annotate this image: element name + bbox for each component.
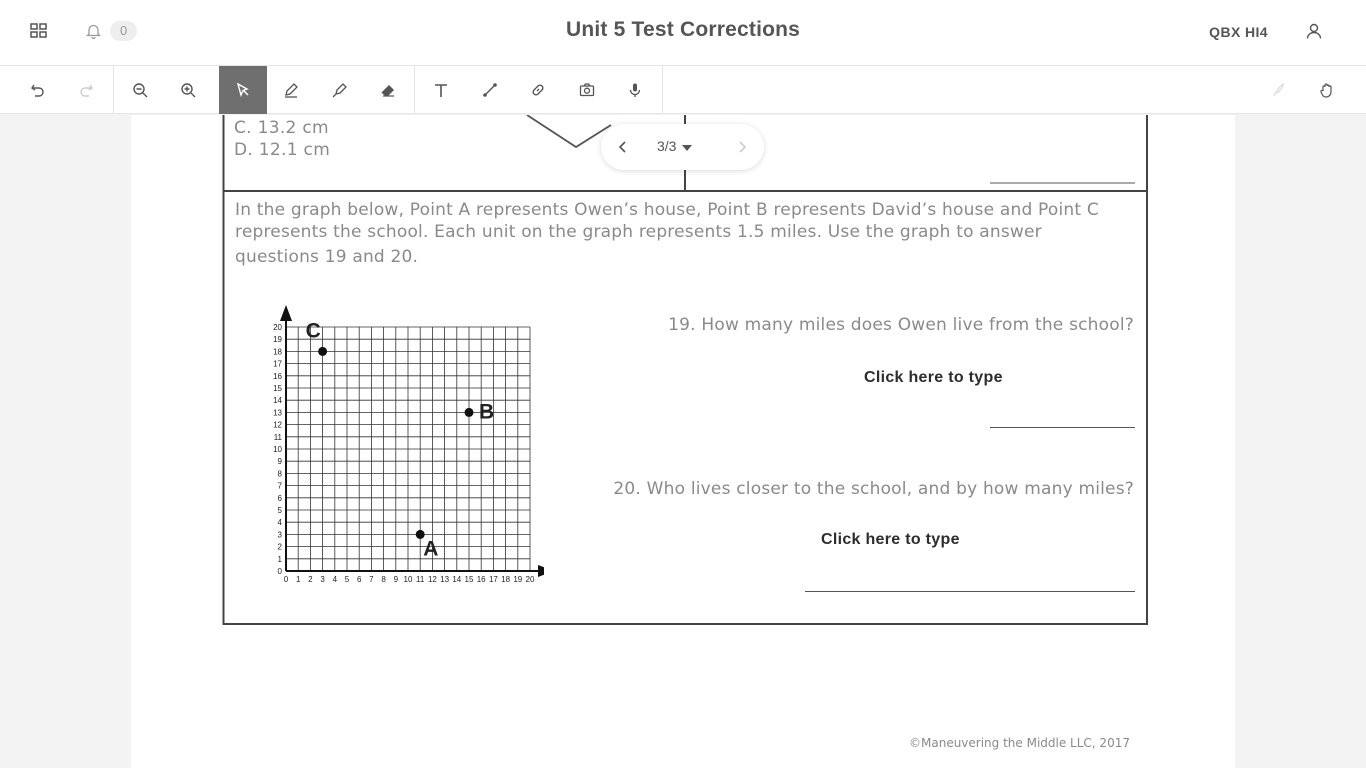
caret-down-icon (682, 138, 692, 154)
q20-answer-input[interactable]: Click here to type (821, 531, 960, 548)
redo-icon[interactable] (62, 66, 110, 114)
point-c (318, 347, 327, 356)
y-tick-label: 17 (273, 359, 282, 369)
x-tick-label: 19 (513, 575, 523, 584)
y-tick-label: 0 (277, 567, 282, 576)
x-tick-label: 18 (501, 575, 511, 584)
x-tick-label: 17 (488, 575, 498, 584)
x-tick-label: 8 (381, 575, 386, 584)
camera-tool-icon[interactable] (563, 66, 611, 114)
app-header (0, 0, 1366, 66)
point-b (465, 408, 474, 417)
pen-style-icon[interactable] (1255, 66, 1303, 114)
y-tick-label: 8 (277, 469, 282, 479)
toolbar-divider (662, 66, 663, 114)
page-select-dropdown[interactable] (657, 138, 692, 154)
worksheet-page[interactable] (131, 115, 1235, 768)
question-prompt-line-3: questions 19 and 20. (235, 247, 419, 267)
coordinate-graph (244, 298, 544, 588)
line-tool-icon[interactable] (466, 66, 514, 114)
y-tick-label: 18 (273, 347, 282, 357)
highlighter-tool-icon[interactable] (316, 66, 364, 114)
question-prompt-line-1: In the graph below, Point A represents Owen’s house, Point B represents David’s house and Point C (235, 200, 1099, 220)
x-tick-label: 15 (464, 575, 474, 584)
q19-answer-input[interactable]: Click here to type (864, 369, 1003, 386)
y-tick-label: 4 (277, 518, 282, 528)
x-tick-label: 1 (295, 575, 301, 584)
undo-icon[interactable] (14, 66, 62, 114)
pen-tool-icon[interactable] (267, 66, 315, 114)
zoom-out-icon[interactable] (116, 66, 164, 114)
question-prompt-line-2: represents the school. Each unit on the graph represents 1.5 miles. Use the graph to answer (235, 222, 1042, 242)
x-tick-label: 14 (452, 575, 462, 584)
x-tick-label: 20 (525, 575, 535, 584)
apps-grid-icon[interactable] (28, 20, 50, 42)
toolbar-divider (414, 66, 415, 114)
x-tick-label: 0 (283, 575, 289, 584)
link-tool-icon[interactable] (514, 66, 562, 114)
y-tick-label: 7 (277, 481, 282, 491)
y-tick-label: 9 (277, 457, 282, 467)
text-tool-icon[interactable] (417, 66, 465, 114)
y-tick-label: 6 (277, 493, 282, 503)
page-title: Unit 5 Test Corrections (565, 18, 801, 41)
x-tick-label: 10 (403, 575, 413, 584)
notifications[interactable] (84, 21, 137, 41)
x-tick-label: 4 (332, 575, 338, 584)
x-tick-label: 12 (427, 575, 437, 584)
x-tick-label: 6 (356, 575, 362, 584)
document-workspace[interactable] (0, 115, 1366, 768)
toolbar-divider (113, 66, 114, 114)
x-tick-label: 9 (393, 575, 399, 584)
y-tick-label: 1 (277, 554, 282, 564)
x-tick-label: 13 (440, 575, 450, 584)
y-tick-label: 3 (277, 530, 282, 540)
y-tick-label: 16 (273, 371, 282, 381)
question-20: 20. Who lives closer to the school, and by how many miles? (613, 479, 1134, 499)
x-tick-label: 2 (308, 575, 313, 584)
q20-answer-line (805, 591, 1135, 592)
hand-pan-icon[interactable] (1303, 66, 1351, 114)
previous-page-button[interactable] (613, 137, 633, 157)
y-tick-label: 14 (273, 396, 282, 406)
point-label-a: A (423, 537, 439, 561)
copyright-notice: ©Maneuvering the Middle LLC, 2017 (909, 736, 1130, 750)
y-tick-label: 20 (273, 323, 282, 332)
point-label-c: C (305, 319, 321, 343)
zoom-in-icon[interactable] (164, 66, 212, 114)
x-tick-label: 3 (320, 575, 325, 584)
y-tick-label: 12 (273, 420, 282, 430)
y-tick-label: 11 (273, 432, 282, 442)
x-tick-label: 7 (369, 575, 374, 584)
y-tick-label: 13 (273, 408, 282, 418)
microphone-tool-icon[interactable] (611, 66, 659, 114)
annotation-toolbar (0, 66, 1366, 114)
y-tick-label: 10 (273, 445, 282, 454)
option-c-text: C. 13.2 cm (234, 118, 329, 138)
question-19: 19. How many miles does Owen live from the school? (668, 315, 1134, 335)
page-indicator: 3/3 (657, 138, 677, 154)
eraser-tool-icon[interactable] (364, 66, 412, 114)
user-name[interactable]: QBX HI4 (1209, 24, 1268, 40)
y-tick-label: 5 (277, 506, 282, 515)
next-page-button[interactable] (732, 137, 752, 157)
option-d-text: D. 12.1 cm (234, 140, 331, 160)
bell-icon[interactable] (84, 22, 102, 40)
point-label-b: B (479, 400, 495, 424)
notification-count-badge: 0 (110, 21, 137, 41)
x-tick-label: 11 (416, 575, 425, 584)
y-axis-arrow (280, 305, 292, 321)
y-tick-label: 15 (273, 384, 282, 393)
user-profile-icon[interactable] (1304, 21, 1324, 41)
page-navigator (601, 124, 764, 170)
y-tick-label: 2 (277, 542, 282, 552)
y-tick-label: 19 (273, 335, 282, 345)
x-tick-label: 5 (344, 575, 350, 584)
x-axis-arrow (538, 565, 544, 577)
x-tick-label: 16 (476, 575, 486, 584)
q19-answer-line (990, 427, 1135, 428)
select-tool-icon[interactable] (219, 66, 267, 114)
